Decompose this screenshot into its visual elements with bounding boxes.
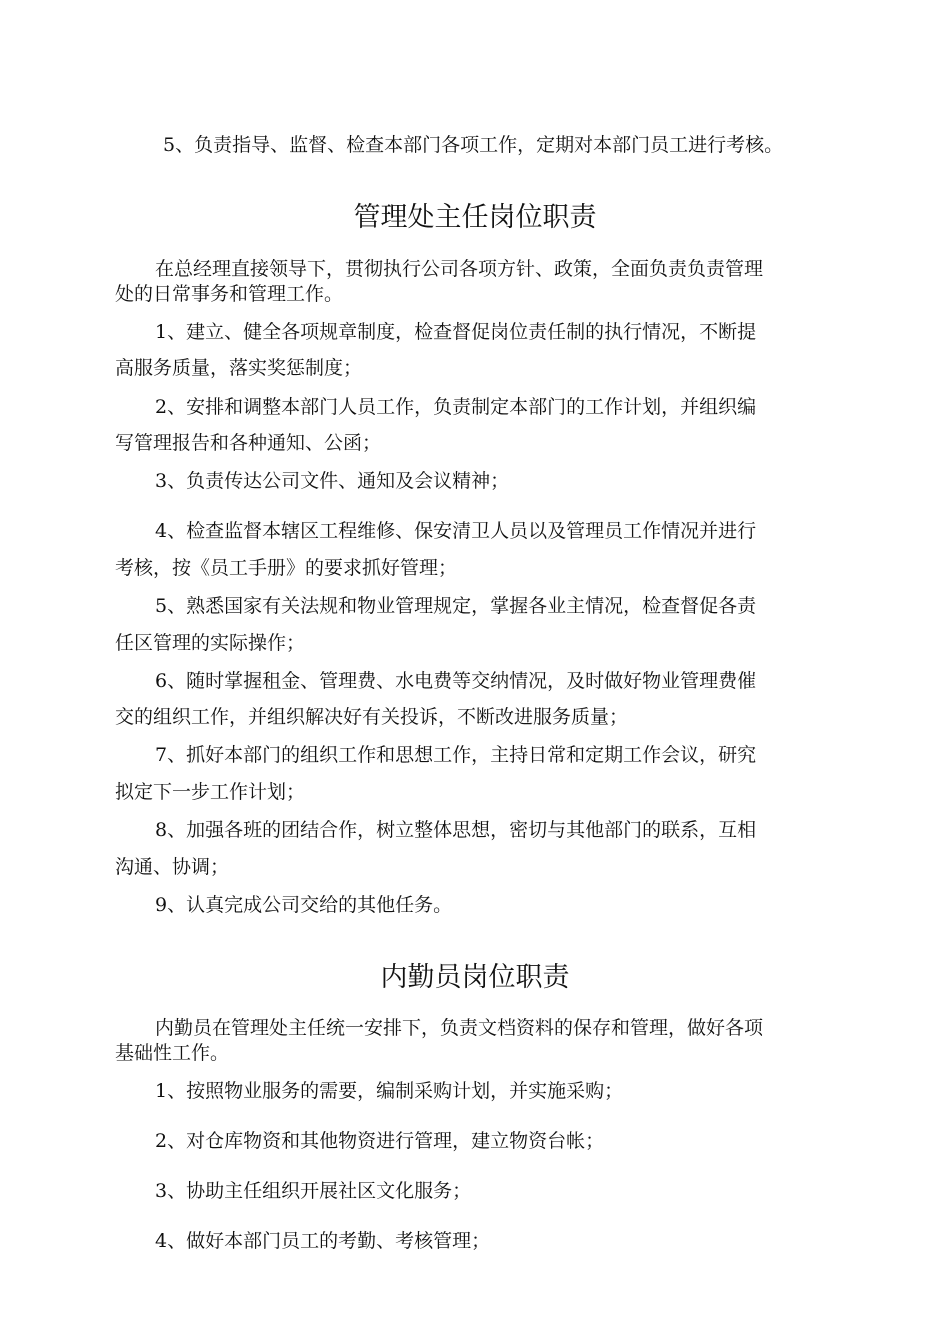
item-number: 5 [155, 595, 168, 617]
item-text: 、负责传达公司文件、通知及会议精神； [167, 470, 510, 492]
section-title-clerk: 内勤员岗位职责 [380, 962, 570, 993]
item-3-line-1 [155, 1180, 471, 1202]
item-number: 1 [155, 1080, 168, 1102]
item-6-line-1 [155, 670, 756, 692]
item-number: 2 [155, 396, 168, 418]
item-8-line-2: 沟通、协调； [115, 856, 230, 878]
item-number: 9 [155, 894, 168, 916]
item-text: 、建立、健全各项规章制度，检查督促岗位责任制的执行情况，不断提 [167, 321, 757, 343]
intro-line-2: 处的日常事务和管理工作。 [115, 283, 344, 305]
item-2-line-1 [155, 1130, 604, 1152]
item-7-line-2: 拟定下一步工作计划； [115, 781, 306, 803]
item-5-line-1 [163, 134, 783, 156]
item-number: 5 [163, 134, 176, 156]
item-text: 、协助主任组织开展社区文化服务； [167, 1180, 472, 1202]
item-text: 、加强各班的团结合作，树立整体思想，密切与其他部门的联系，互相 [167, 819, 757, 841]
section-title-director: 管理处主任岗位职责 [353, 202, 597, 233]
item-number: 3 [155, 470, 168, 492]
intro-line-1: 内勤员在管理处主任统一安排下，负责文档资料的保存和管理，做好各项 [155, 1017, 764, 1039]
item-text: 、按照物业服务的需要，编制采购计划，并实施采购； [167, 1080, 624, 1102]
item-4-line-1 [155, 520, 756, 542]
item-text: 、做好本部门员工的考勤、考核管理； [167, 1230, 491, 1252]
item-7-line-1 [155, 744, 756, 766]
item-1-line-2: 高服务质量，落实奖惩制度； [115, 357, 363, 379]
intro-line-1: 在总经理直接领导下，贯彻执行公司各项方针、政策，全面负责负责管理 [155, 258, 764, 280]
item-text: 、对仓库物资和其他物资进行管理，建立物资台帐； [167, 1130, 605, 1152]
item-text: 、负责指导、监督、检查本部门各项工作，定期对本部门员工进行考核。 [175, 134, 784, 156]
item-2-line-1 [155, 396, 756, 418]
item-5-line-1 [155, 595, 756, 617]
item-text: 、抓好本部门的组织工作和思想工作，主持日常和定期工作会议，研究 [167, 744, 757, 766]
item-8-line-1 [155, 819, 756, 841]
item-text: 、随时掌握租金、管理费、水电费等交纳情况，及时做好物业管理费催 [167, 670, 757, 692]
item-4-line-2: 考核，按《员工手册》的要求抓好管理； [115, 557, 458, 579]
item-3-line-1 [155, 470, 509, 492]
item-1-line-1 [155, 1080, 623, 1102]
item-9-line-1 [155, 894, 452, 916]
item-number: 4 [155, 1230, 168, 1252]
item-number: 3 [155, 1180, 168, 1202]
item-text: 、熟悉国家有关法规和物业管理规定，掌握各业主情况，检查督促各责 [167, 595, 757, 617]
item-number: 4 [155, 520, 168, 542]
item-text: 、安排和调整本部门人员工作，负责制定本部门的工作计划，并组织编 [167, 396, 757, 418]
item-2-line-2: 写管理报告和各种通知、公函； [115, 432, 382, 454]
item-number: 7 [155, 744, 168, 766]
item-4-line-1 [155, 1230, 490, 1252]
intro-line-2: 基础性工作。 [115, 1042, 230, 1064]
item-number: 8 [155, 819, 168, 841]
item-1-line-1 [155, 321, 756, 343]
item-text: 、检查监督本辖区工程维修、保安清卫人员以及管理员工作情况并进行 [167, 520, 757, 542]
item-number: 1 [155, 321, 168, 343]
item-6-line-2: 交的组织工作，并组织解决好有关投诉，不断改进服务质量； [115, 706, 629, 728]
item-text: 、认真完成公司交给的其他任务。 [167, 894, 453, 916]
item-5-line-2: 任区管理的实际操作； [115, 632, 306, 654]
item-number: 6 [155, 670, 168, 692]
item-number: 2 [155, 1130, 168, 1152]
